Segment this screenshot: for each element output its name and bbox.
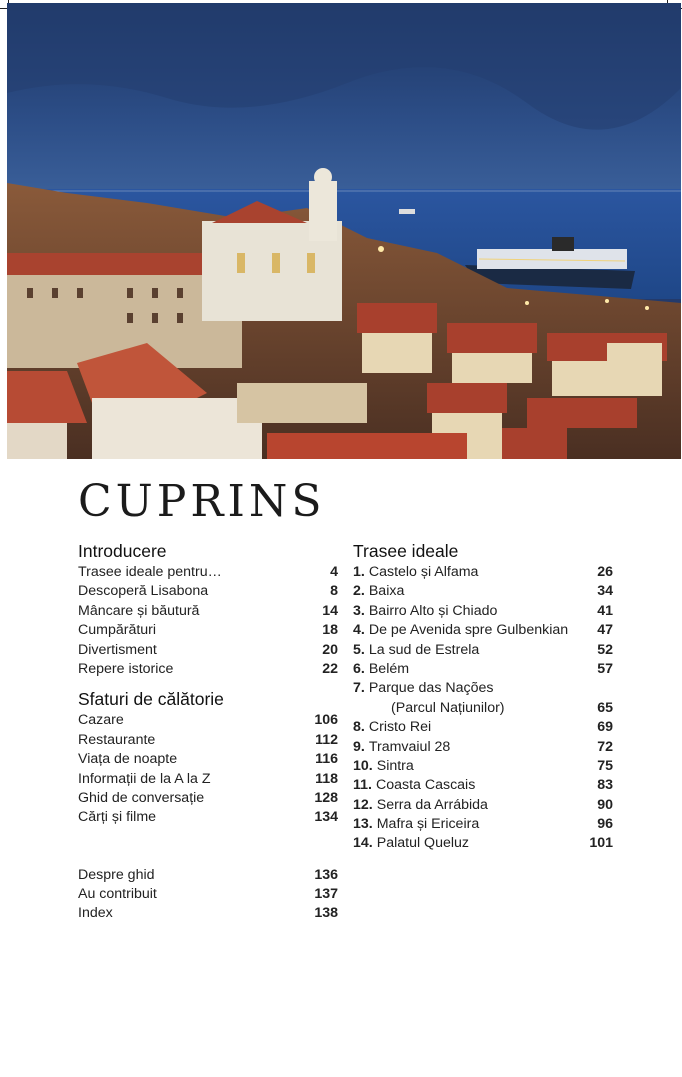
toc-entry[interactable] <box>353 679 613 698</box>
toc-entry[interactable] <box>353 738 613 757</box>
page-title: CUPRINS <box>78 476 326 527</box>
toc-entry-label: Sintra <box>376 757 414 774</box>
toc-entry-label: Viața de noapte <box>78 751 178 768</box>
toc-entry-page: 101 <box>589 835 613 852</box>
section-heading-sfaturi: Sfaturi de călătorie <box>78 689 224 710</box>
toc-entry-page: 83 <box>597 777 613 794</box>
toc-entry-number: 11. <box>353 777 372 794</box>
toc-entry[interactable] <box>78 621 338 640</box>
toc-entry-number: 8. <box>353 719 365 736</box>
toc-entry[interactable] <box>78 904 338 923</box>
toc-entry[interactable] <box>78 641 338 660</box>
toc-entry-page: 96 <box>597 816 613 833</box>
toc-entry-label: (Parcul Națiunilor) <box>391 699 505 716</box>
toc-entry-label: De pe Avenida spre Gulbenkian <box>368 622 569 639</box>
toc-entry-page: 138 <box>314 905 338 922</box>
toc-entry-label: Serra da Arrábida <box>376 796 488 813</box>
toc-entry[interactable] <box>78 711 338 730</box>
toc-entry-label: Mafra și Ericeira <box>376 816 480 833</box>
toc-entry-page: 69 <box>597 719 613 736</box>
toc-entry-label: La sud de Estrela <box>368 641 480 658</box>
toc-entry-label: Ghid de conversație <box>78 789 205 806</box>
toc-entry-page: 41 <box>597 602 613 619</box>
toc-entry-page: 52 <box>597 641 613 658</box>
toc-entry[interactable] <box>78 602 338 621</box>
toc-entry-number: 5. <box>353 641 365 658</box>
toc-entry-page: 75 <box>597 757 613 774</box>
toc-entry[interactable] <box>353 602 613 621</box>
toc-entry-page: 18 <box>322 622 338 639</box>
toc-entry-label: Bairro Alto și Chiado <box>368 602 498 619</box>
toc-entry-number: 1. <box>353 564 365 580</box>
spacer <box>78 828 338 866</box>
toc-entry-page: 116 <box>315 751 338 768</box>
toc-entry-page: 128 <box>314 789 338 806</box>
toc-entry-page: 137 <box>314 886 338 903</box>
toc-entry-label: Coasta Cascais <box>375 777 476 794</box>
toc-entry[interactable] <box>353 660 613 679</box>
toc-entry-label: Parque das Nações <box>368 680 494 697</box>
toc-entry[interactable] <box>353 757 613 776</box>
toc-entry-page: 112 <box>315 731 338 748</box>
toc-entry-number: 12. <box>353 796 373 813</box>
toc-entry-label: Cazare <box>78 712 124 729</box>
toc-entry[interactable] <box>78 789 338 808</box>
section-heading-trasee: Trasee ideale <box>353 541 459 561</box>
toc-entry-number: 2. <box>353 583 365 600</box>
toc-entry-label: Baixa <box>368 583 405 600</box>
toc-entry-continuation[interactable] <box>353 699 613 718</box>
toc-entry-label: Palatul Queluz <box>376 835 470 852</box>
toc-entry[interactable] <box>78 582 338 601</box>
toc-entry-page: 14 <box>322 602 338 619</box>
toc-entry-page: 8 <box>330 583 338 600</box>
toc-entry[interactable] <box>78 885 338 904</box>
toc-entry-page: 47 <box>597 622 613 639</box>
toc-entry-label: Castelo și Alfama <box>368 564 479 580</box>
toc-right-column <box>353 539 613 854</box>
toc-entry-number: 3. <box>353 602 365 619</box>
toc-entry-page: 4 <box>330 564 338 580</box>
toc-entry[interactable] <box>353 776 613 795</box>
toc-entry-page: 134 <box>314 809 338 826</box>
section-heading-introducere: Introducere <box>78 541 167 561</box>
toc-entry-page: 65 <box>597 699 613 716</box>
toc-entry-number: 7. <box>353 680 365 697</box>
toc-entry-page: 20 <box>322 641 338 658</box>
toc-entry-number: 4. <box>353 622 365 639</box>
toc-entry-label: Divertisment <box>78 641 157 658</box>
toc-entry[interactable] <box>78 563 338 582</box>
toc-entry[interactable] <box>353 563 613 582</box>
toc-entry-label: Informații de la A la Z <box>78 770 211 787</box>
toc-entry-page: 22 <box>322 660 338 677</box>
toc-entry-label: Index <box>78 905 113 922</box>
toc-entry-number: 13. <box>353 816 373 833</box>
toc-entry-page: 72 <box>597 738 613 755</box>
toc-entry-number: 6. <box>353 660 365 677</box>
toc-entry[interactable] <box>353 796 613 815</box>
toc-entry-page: 118 <box>315 770 338 787</box>
toc-entry[interactable] <box>353 815 613 834</box>
toc-left-column <box>78 539 338 924</box>
toc-entry-number: 9. <box>353 738 365 755</box>
toc-entry[interactable] <box>353 621 613 640</box>
toc-entry-label: Despre ghid <box>78 866 155 883</box>
toc-entry-label: Cristo Rei <box>368 719 432 736</box>
toc-entry[interactable] <box>353 641 613 660</box>
toc-entry-label: Descoperă Lisabona <box>78 583 209 600</box>
toc-entry[interactable] <box>353 834 613 853</box>
toc-entry-page: 26 <box>597 564 613 580</box>
toc-entry-label: Cumpărături <box>78 622 157 639</box>
toc-entry-page: 57 <box>597 660 613 677</box>
toc-entry[interactable] <box>78 808 338 827</box>
toc-entry[interactable] <box>78 750 338 769</box>
toc-entry-label: Repere istorice <box>78 660 174 677</box>
toc-entry-label: Tramvaiul 28 <box>368 738 451 755</box>
toc-entry-label: Restaurante <box>78 731 156 748</box>
toc-entry[interactable] <box>78 770 338 789</box>
toc-entry-label: Belém <box>368 660 410 677</box>
toc-entry[interactable] <box>353 582 613 601</box>
toc-entry-label: Cărți și filme <box>78 809 157 826</box>
toc-entry-label: Mâncare și băutură <box>78 602 200 619</box>
toc-entry[interactable] <box>78 660 338 679</box>
toc-entry-label: Trasee ideale pentru… <box>78 564 222 580</box>
toc-entry-page: 90 <box>597 796 613 813</box>
toc-entry-number: 10. <box>353 757 373 774</box>
toc-entry[interactable] <box>353 718 613 737</box>
toc-entry-label: Au contribuit <box>78 886 157 903</box>
toc-entry-page: 34 <box>597 583 613 600</box>
toc-entry-page: 106 <box>314 712 338 729</box>
toc-entry[interactable] <box>78 866 338 885</box>
toc-entry[interactable] <box>78 731 338 750</box>
cover-photo <box>7 3 681 459</box>
toc-entry-number: 14. <box>353 835 373 852</box>
toc-entry-page: 136 <box>314 866 338 883</box>
